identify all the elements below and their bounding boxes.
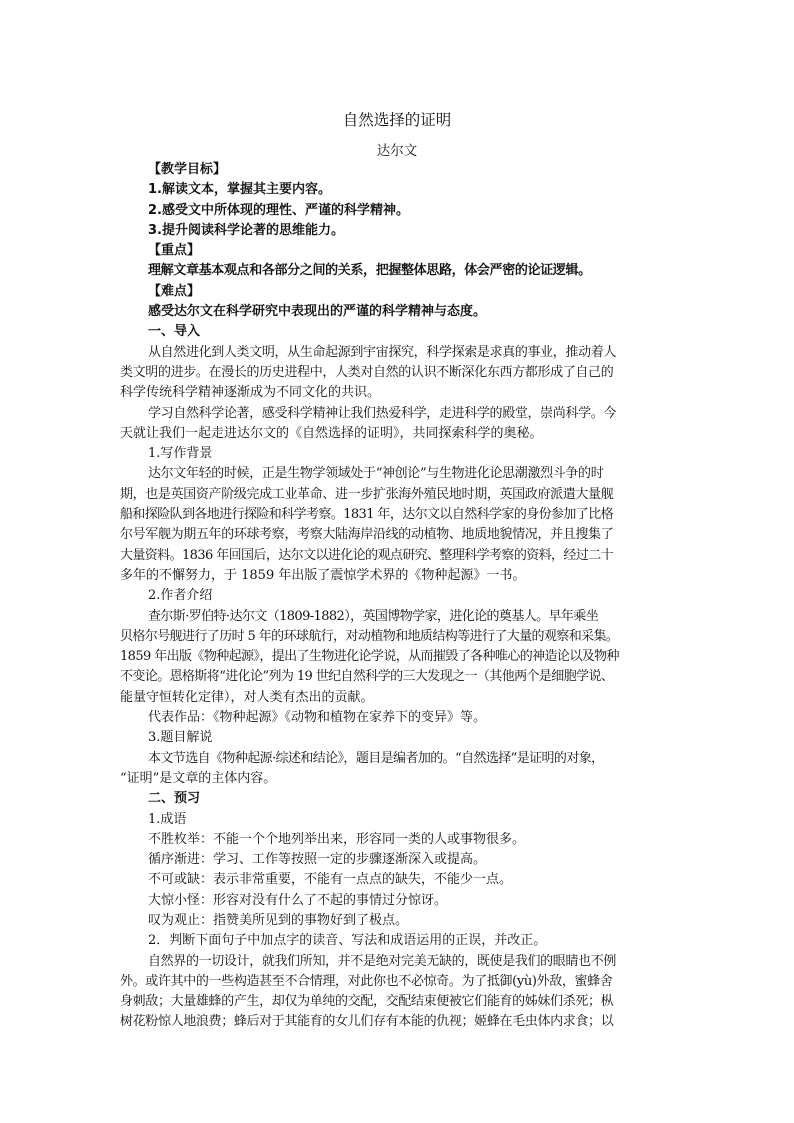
idiom-item: 不可或缺：表示非常重要，不能有一点点的缺失，不能少一点。 — [148, 872, 513, 888]
idiom-item: 大惊小怪：形容对没有什么了不起的事情过分惊讶。 — [148, 892, 448, 908]
paragraph-line: 尔号军舰为期五年的环球考察，考察大陆海岸沿线的动植物、地质地貌情况，并且搜集了 — [120, 527, 614, 543]
paragraph-line: 船和探险队到各地进行探险和科学考察。1831 年，达尔文以自然科学家的身份参加了比格 — [120, 507, 614, 523]
paragraph-line: 大量资料。1836 年回国后，达尔文以进化论的观点研究、整理科学考察的资料，经过二十 — [120, 547, 614, 563]
section-heading-intro: 一、导入 — [148, 324, 201, 340]
paragraph-line: 从自然进化到人类文明，从生命起源到宇宙探究，科学探索是求真的事业，推动着人 — [148, 344, 617, 360]
paragraph-line: 身刺敌；大量雄蜂的产生，却仅为单纯的交配，交配结束便被它们能育的姊妹们杀死；枞 — [120, 994, 614, 1010]
paragraph-line: 期，也是英国资产阶级完成工业革命、进一步扩张海外殖民地时期，英国政府派遣大量舰 — [120, 486, 614, 502]
paragraph-line: 科学传统科学精神逐渐成为不同文化的共识。 — [120, 385, 381, 401]
key-points-text: 理解文章基本观点和各部分之间的关系，把握整体思路，体会严密的论证逻辑。 — [148, 263, 591, 279]
document-body — [120, 160, 675, 1033]
subheading-idioms: 1.成语 — [148, 811, 187, 827]
paragraph-line: 树花粉惊人地浪费；蜂后对于其能育的女儿们存有本能的仇视；姬蜂在毛虫体内求食；以 — [120, 1014, 614, 1030]
subheading-author: 2.作者介绍 — [148, 588, 213, 604]
heading-key-points: 【重点】 — [148, 243, 201, 259]
idiom-item: 循序渐进：学习、工作等按照一定的步骤逐渐深入或提高。 — [148, 852, 487, 868]
paragraph-line: 多年的不懈努力，于 1859 年出版了震惊学术界的《物种起源》一书。 — [120, 567, 526, 583]
section-heading-preview: 二、预习 — [148, 791, 201, 807]
heading-teaching-goals: 【教学目标】 — [148, 162, 227, 177]
paragraph-line: 达尔文年轻的时候，正是生物学领域处于“神创论”与生物进化论思潮激烈斗争的时 — [148, 466, 604, 482]
paragraph-line: 代表作品：《物种起源》《动物和植物在家养下的变异》等。 — [148, 710, 487, 726]
paragraph-line: 1859 年出版《物种起源》，提出了生物进化论学说，从而摧毁了各种唯心的神造论以及物种 — [120, 649, 619, 665]
paragraph-line: 自然界的一切设计，就我们所知，并不是绝对完美无缺的，既使是我们的眼睛也不例 — [148, 953, 617, 969]
paragraph-line: 贝格尔号舰进行了历时 5 年的环球航行，对动植物和地质结构等进行了大量的观察和采集。 — [120, 628, 619, 644]
subheading-background: 1.写作背景 — [148, 446, 213, 462]
document-author: 达尔文 — [376, 143, 418, 159]
goal-item: 3.提升阅读科学论著的思维能力。 — [148, 222, 344, 238]
heading-difficult-points: 【难点】 — [148, 283, 201, 299]
paragraph-line: 天就让我们一起走进达尔文的《自然选择的证明》，共同探索科学的奥秘。 — [120, 425, 543, 441]
paragraph-line: 不变论。恩格斯将“进化论”列为 19 世纪自然科学的三大发现之一（其他两个是细胞学说、 — [120, 669, 614, 685]
paragraph-line: 外。或许其中的一些构造甚至不合情理，对此你也不必惊奇。为了抵御(yù)外敌，蜜蜂舍 — [120, 973, 613, 989]
paragraph-line: 查尔斯·罗伯特·达尔文（1809-1882），英国博物学家，进化论的奠基人。早年乘坐 — [148, 608, 599, 624]
paragraph-line: 本文节选自《物种起源·综述和结论》，题目是编者加的。“自然选择”是证明的对象， — [148, 750, 604, 766]
paragraph-line: 学习自然科学论著，感受科学精神让我们热爱科学，走进科学的殿堂，崇尚科学。今 — [148, 405, 617, 421]
paragraph-line: “证明”是文章的主体内容。 — [120, 770, 277, 786]
paragraph-line: 能量守恒转化定律），对人类有杰出的贡献。 — [120, 689, 374, 705]
exercise-instruction: 2．判断下面句子中加点字的读音、写法和成语运用的正误，并改正。 — [148, 933, 547, 949]
difficult-points-text: 感受达尔文在科学研究中表现出的严谨的科学精神与态度。 — [148, 304, 487, 320]
idiom-item: 不胜枚举：不能一个个地列举出来，形容同一类的人或事物很多。 — [148, 831, 526, 847]
subheading-title-explain: 3.题目解说 — [148, 730, 213, 746]
document-title: 自然选择的证明 — [342, 111, 452, 129]
idiom-item: 叹为观止：指赞美所见到的事物好到了极点。 — [148, 912, 409, 928]
goal-item: 1.解读文本，掌握其主要内容。 — [148, 182, 331, 198]
paragraph-line: 类文明的进步。在漫长的历史进程中，人类对自然的认识不断深化东西方都形成了自己的 — [120, 364, 614, 380]
goal-item: 2.感受文中所体现的理性、严谨的科学精神。 — [148, 202, 409, 218]
